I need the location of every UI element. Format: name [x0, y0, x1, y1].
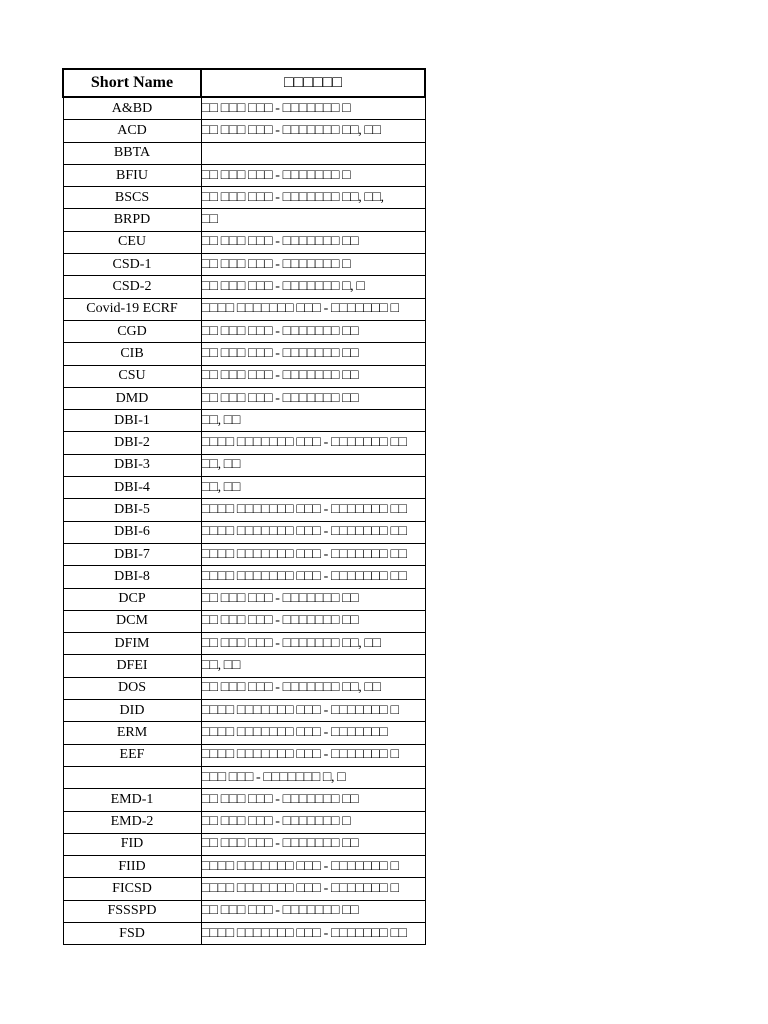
cell-short-name[interactable]: BBTA — [63, 142, 201, 164]
table-row — [63, 900, 425, 922]
table-row — [63, 209, 425, 231]
table-row — [63, 387, 425, 409]
cell-location[interactable]: □□ □□□ □□□ - □□□□□□□ □ — [201, 811, 425, 833]
cell-short-name[interactable]: CSU — [63, 365, 201, 387]
cell-location[interactable]: □□ □□□ □□□ - □□□□□□□ □□, □□, — [201, 187, 425, 209]
cell-short-name[interactable]: FSSSPD — [63, 900, 201, 922]
cell-location[interactable]: □□□□ □□□□□□□ □□□ - □□□□□□□ □ — [201, 856, 425, 878]
cell-location[interactable]: □□ □□□ □□□ - □□□□□□□ □ — [201, 97, 425, 120]
cell-location[interactable]: □□□□ □□□□□□□ □□□ - □□□□□□□ □□ — [201, 432, 425, 454]
cell-location[interactable]: □□□□ □□□□□□□ □□□ - □□□□□□□ □□ — [201, 521, 425, 543]
cell-location[interactable]: □□ □□□ □□□ - □□□□□□□ □□ — [201, 833, 425, 855]
header-short-name[interactable]: Short Name — [63, 69, 201, 97]
cell-short-name[interactable] — [63, 766, 201, 788]
cell-short-name[interactable]: CEU — [63, 231, 201, 253]
cell-short-name[interactable]: A&BD — [63, 97, 201, 120]
cell-location[interactable]: □□ □□□ □□□ - □□□□□□□ □□ — [201, 365, 425, 387]
cell-short-name[interactable]: ACD — [63, 120, 201, 142]
cell-short-name[interactable]: FSD — [63, 922, 201, 944]
table-row — [63, 164, 425, 186]
cell-location[interactable]: □□ □□□ □□□ - □□□□□□□ □□, □□ — [201, 633, 425, 655]
header-row — [63, 69, 425, 97]
cell-location[interactable]: □□ □□□ □□□ - □□□□□□□ □□ — [201, 387, 425, 409]
cell-short-name[interactable]: CIB — [63, 343, 201, 365]
cell-short-name[interactable]: DMD — [63, 387, 201, 409]
cell-location[interactable]: □□□□ □□□□□□□ □□□ - □□□□□□□ □ — [201, 878, 425, 900]
cell-short-name[interactable]: DBI-4 — [63, 477, 201, 499]
cell-short-name[interactable]: DCM — [63, 610, 201, 632]
table-row — [63, 833, 425, 855]
cell-short-name[interactable]: DBI-5 — [63, 499, 201, 521]
table-row — [63, 298, 425, 320]
cell-location[interactable]: □□, □□ — [201, 655, 425, 677]
table-row — [63, 499, 425, 521]
cell-short-name[interactable]: DFIM — [63, 633, 201, 655]
table-row — [63, 343, 425, 365]
cell-short-name[interactable]: DBI-8 — [63, 566, 201, 588]
table-row — [63, 276, 425, 298]
cell-location[interactable]: □□ □□□ □□□ - □□□□□□□ □□, □□ — [201, 677, 425, 699]
table-row — [63, 187, 425, 209]
cell-short-name[interactable]: Covid-19 ECRF — [63, 298, 201, 320]
table-row — [63, 142, 425, 164]
cell-location[interactable]: □□ □□□ □□□ - □□□□□□□ □□, □□ — [201, 120, 425, 142]
cell-location[interactable]: □□□□ □□□□□□□ □□□ - □□□□□□□ □□ — [201, 543, 425, 565]
cell-location[interactable]: □□ □□□ □□□ - □□□□□□□ □□ — [201, 343, 425, 365]
cell-location[interactable]: □□ □□□ □□□ - □□□□□□□ □□ — [201, 588, 425, 610]
table-row — [63, 566, 425, 588]
cell-location[interactable]: □□□□ □□□□□□□ □□□ - □□□□□□□ □ — [201, 744, 425, 766]
table-row — [63, 454, 425, 476]
cell-location[interactable]: □□ □□□ □□□ - □□□□□□□ □ — [201, 254, 425, 276]
cell-short-name[interactable]: FID — [63, 833, 201, 855]
cell-location[interactable]: □□□□ □□□□□□□ □□□ - □□□□□□□ □ — [201, 298, 425, 320]
cell-short-name[interactable]: EEF — [63, 744, 201, 766]
header-location[interactable]: □□□□□□ — [201, 69, 425, 97]
table-row — [63, 610, 425, 632]
cell-location[interactable]: □□□□ □□□□□□□ □□□ - □□□□□□□ □□ — [201, 499, 425, 521]
table-row — [63, 722, 425, 744]
cell-short-name[interactable]: DFEI — [63, 655, 201, 677]
table-row — [63, 655, 425, 677]
cell-short-name[interactable]: CSD-1 — [63, 254, 201, 276]
cell-short-name[interactable]: DCP — [63, 588, 201, 610]
table-row — [63, 789, 425, 811]
cell-location[interactable]: □□ □□□ □□□ - □□□□□□□ □□ — [201, 610, 425, 632]
cell-short-name[interactable]: FIID — [63, 856, 201, 878]
cell-location[interactable]: □□ □□□ □□□ - □□□□□□□ □, □ — [201, 276, 425, 298]
cell-location[interactable]: □□□□ □□□□□□□ □□□ - □□□□□□□ □□ — [201, 922, 425, 944]
table-row — [63, 320, 425, 342]
table-row — [63, 521, 425, 543]
cell-short-name[interactable]: DID — [63, 700, 201, 722]
table-row — [63, 432, 425, 454]
cell-short-name[interactable]: BRPD — [63, 209, 201, 231]
cell-short-name[interactable]: CSD-2 — [63, 276, 201, 298]
cell-location[interactable] — [201, 142, 425, 164]
cell-short-name[interactable]: FICSD — [63, 878, 201, 900]
table-row — [63, 120, 425, 142]
cell-location[interactable]: □□, □□ — [201, 454, 425, 476]
table-row — [63, 477, 425, 499]
cell-short-name[interactable]: DBI-6 — [63, 521, 201, 543]
table-row — [63, 766, 425, 788]
cell-location[interactable]: □□□ □□□ - □□□□□□□ □, □ — [201, 766, 425, 788]
table-row — [63, 677, 425, 699]
table-row — [63, 365, 425, 387]
cell-location[interactable]: □□ □□□ □□□ - □□□□□□□ □□ — [201, 320, 425, 342]
table-row — [63, 811, 425, 833]
cell-short-name[interactable]: BFIU — [63, 164, 201, 186]
table-row — [63, 97, 425, 120]
cell-short-name[interactable]: DOS — [63, 677, 201, 699]
cell-location[interactable]: □□□□ □□□□□□□ □□□ - □□□□□□□ □ — [201, 700, 425, 722]
cell-short-name[interactable]: DBI-1 — [63, 410, 201, 432]
cell-short-name[interactable]: DBI-7 — [63, 543, 201, 565]
table-row — [63, 633, 425, 655]
table-row — [63, 410, 425, 432]
cell-location[interactable]: □□□□ □□□□□□□ □□□ - □□□□□□□ □□ — [201, 566, 425, 588]
cell-location[interactable]: □□, □□ — [201, 410, 425, 432]
cell-short-name[interactable]: EMD-1 — [63, 789, 201, 811]
cell-location[interactable]: □□ □□□ □□□ - □□□□□□□ □□ — [201, 900, 425, 922]
cell-short-name[interactable]: BSCS — [63, 187, 201, 209]
table-row — [63, 878, 425, 900]
table-row — [63, 588, 425, 610]
table-body — [63, 97, 425, 945]
cell-short-name[interactable]: EMD-2 — [63, 811, 201, 833]
department-table — [62, 68, 426, 945]
table-row — [63, 744, 425, 766]
cell-location[interactable]: □□ □□□ □□□ - □□□□□□□ □□ — [201, 231, 425, 253]
table-row — [63, 543, 425, 565]
cell-short-name[interactable]: DBI-3 — [63, 454, 201, 476]
table-row — [63, 700, 425, 722]
table-row — [63, 254, 425, 276]
table-row — [63, 231, 425, 253]
cell-location[interactable]: □□□□ □□□□□□□ □□□ - □□□□□□□ — [201, 722, 425, 744]
cell-location[interactable]: □□ — [201, 209, 425, 231]
table-row — [63, 856, 425, 878]
cell-location[interactable]: □□ □□□ □□□ - □□□□□□□ □□ — [201, 789, 425, 811]
cell-short-name[interactable]: CGD — [63, 320, 201, 342]
cell-short-name[interactable]: DBI-2 — [63, 432, 201, 454]
table-row — [63, 922, 425, 944]
cell-location[interactable]: □□, □□ — [201, 477, 425, 499]
cell-short-name[interactable]: ERM — [63, 722, 201, 744]
cell-location[interactable]: □□ □□□ □□□ - □□□□□□□ □ — [201, 164, 425, 186]
